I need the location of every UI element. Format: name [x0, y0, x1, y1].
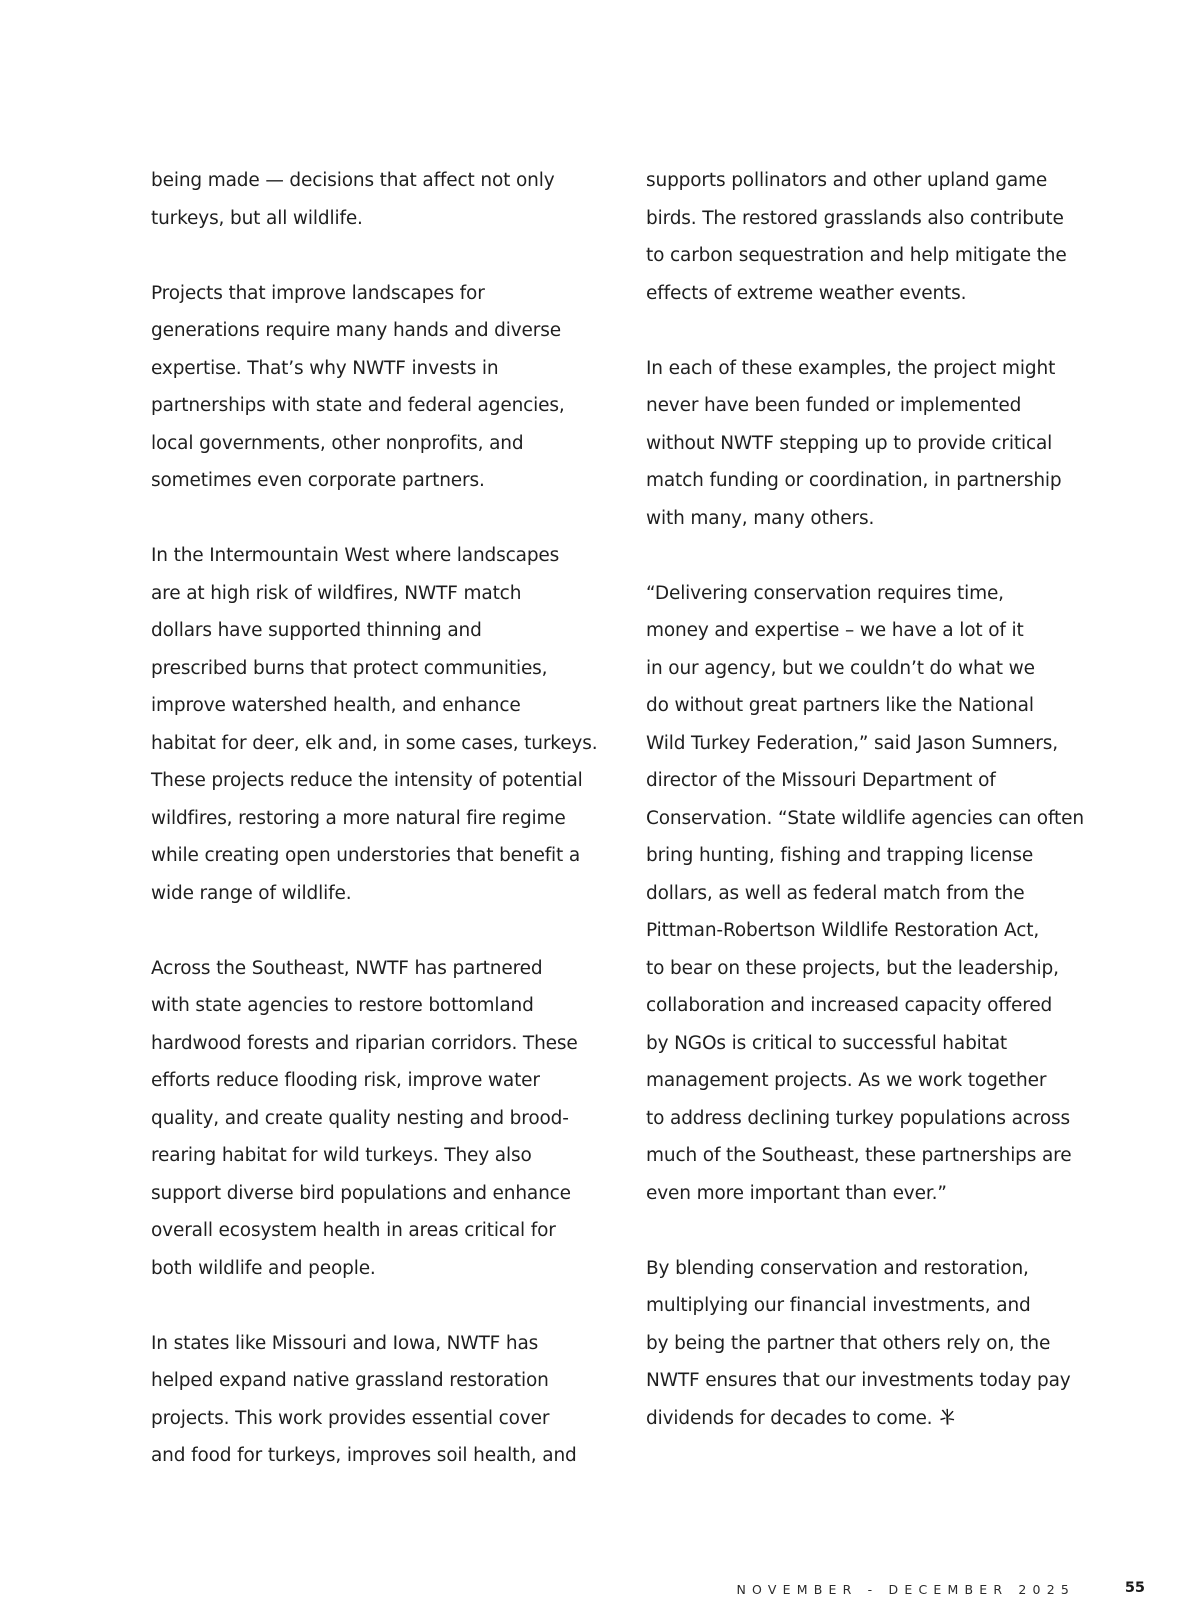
closing-paragraph: [646, 1250, 1106, 1438]
page-footer: [0, 1582, 1200, 1602]
closing-paragraph-text: By blending conservation and restoration, multiplying our financial investments, and by being the partner that others rely on, the NWTF ensures that our investments today pay dividends for decades to come.: [646, 1257, 1071, 1429]
paragraph: supports pollinators and other upland game birds. The restored grasslands also contribute to carbon sequestration and help mitigate the effects of extreme weather events.: [646, 170, 1067, 304]
left-column: [151, 162, 601, 1512]
turkey-track-icon: [938, 1408, 956, 1426]
paragraph: In states like Missouri and Iowa, NWTF has helped expand native grassland restoration projects. This work provides essential cover and food for turkeys, improves soil health, and: [151, 1332, 577, 1466]
issue-date: NOVEMBER - DECEMBER 2025: [736, 1582, 1075, 1597]
paragraph: “Delivering conservation requires time, money and expertise – we have a lot of it in our agency, but we couldn’t do what we do without great partners like the National Wild Turkey Federation,” said Jason Sumners, director of the Missouri Department of Conservation. “State wildlife agencies can often bring hunting, fishing and trapping license dollars, as well as federal match from the Pittman-Robertson Wildlife Restoration Act, to bear on these projects, but the leadership, collaboration and increased capacity offered by NGOs is critical to successful habitat management projects. As we work together to address declining turkey populations across much of the Southeast, these partnerships are even more important than ever.”: [646, 582, 1084, 1204]
paragraph: In each of these examples, the project might never have been funded or implemented without NWTF stepping up to provide critical match funding or coordination, in partnership with many, many others.: [646, 357, 1062, 529]
paragraph: being made — decisions that affect not only turkeys, but all wildlife.: [151, 170, 555, 229]
paragraph: In the Intermountain West where landscapes are at high risk of wildfires, NWTF match dollars have supported thinning and prescribed burns that protect communities, improve watershed health, and enhance habitat for deer, elk and, in some cases, turkeys. These projects reduce the intensity of potential wildfires, restoring a more natural fire regime while creating open understories that benefit a wide range of wildlife.: [151, 545, 598, 904]
right-column: [646, 162, 1106, 1475]
paragraph: Projects that improve landscapes for generations require many hands and diverse expertise. That’s why NWTF invests in partnerships with state and federal agencies, local governments, other nonprofits, and sometimes even corporate partners.: [151, 282, 565, 491]
page-number: 55: [1124, 1580, 1145, 1596]
paragraph: Across the Southeast, NWTF has partnered with state agencies to restore bottomland hardwood forests and riparian corridors. These efforts reduce flooding risk, improve water quality, and create quality nesting and brood- rearing habitat for wild turkeys. They also support diverse bird populations and enhance overall ecosystem health in areas critical for both wildlife and people.: [151, 957, 578, 1279]
